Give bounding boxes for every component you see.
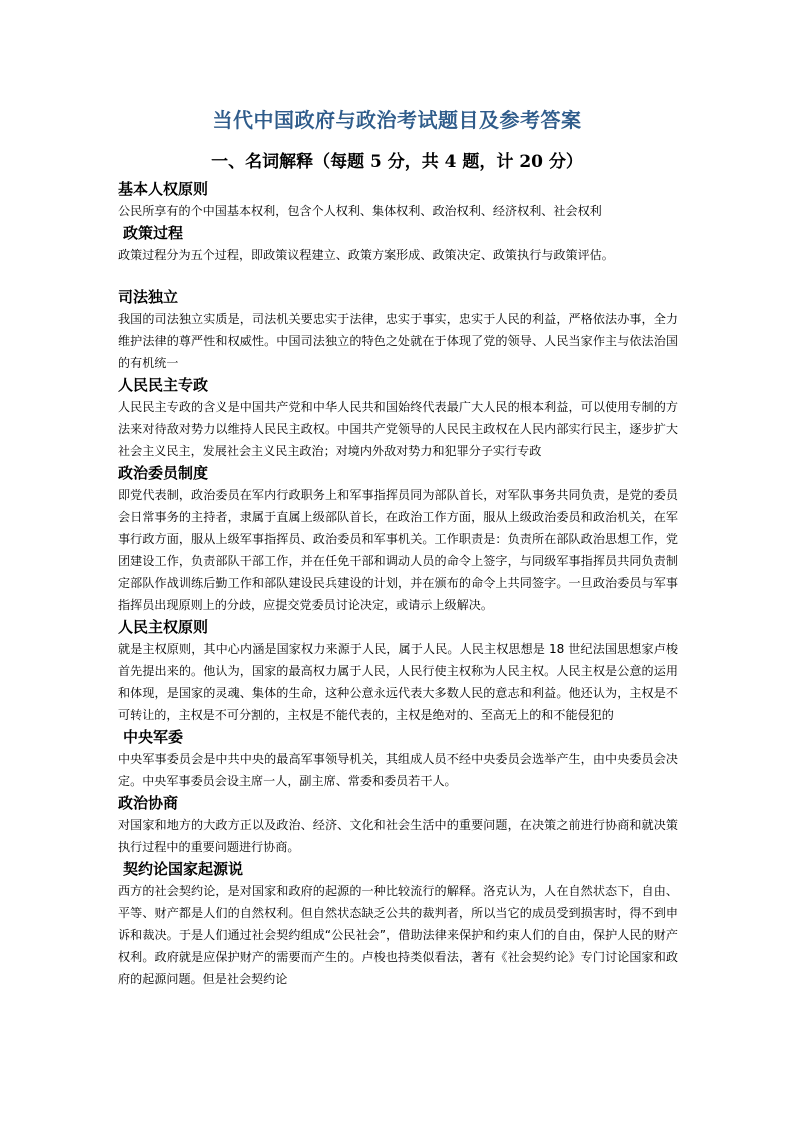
- term-definition: 即党代表制，政治委员在军内行政职务上和军事指挥员同为部队首长，对军队事务共同负责，是党的委员会日常事务的主持者，隶属于直属上级部队首长，在政治工作方面，服从上级政治委员和政治机关，在军事行政方面，服从上级军事指挥员、政治委员和军事机关。工作职责是：负责所在部队政治思想工作，党团建设工作，负责部队干部工作，并在任免干部和调动人员的命令上签字，与同级军事指挥员共同负责制定部队作战训练后勤工作和部队建设民兵建设的计划，并在颁布的命令上共同签字。一旦政治委员与军事指挥员出现原则上的分歧，应提交党委员讨论决定，或请示上级解决。: [118, 488, 678, 612]
- term-heading: 政治协商: [118, 794, 179, 812]
- term-heading: 司法独立: [118, 288, 179, 306]
- term-definition: 中央军事委员会是中共中央的最高军事领导机关，其组成人员不经中央委员会选举产生，由中央委员会决定。中央军事委员会设主席一人，副主席、常委和委员若干人。: [118, 752, 678, 788]
- term-heading: 人民主权原则: [118, 618, 209, 636]
- document-title: 当代中国政府与政治考试题目及参考答案: [212, 108, 582, 132]
- term-heading: 政治委员制度: [118, 464, 209, 482]
- section-heading: 一、名词解释（每题 5 分，共 4 题，计 20 分）: [211, 152, 583, 172]
- term-heading: 政策过程: [123, 224, 184, 242]
- term-heading: 中央军委: [123, 728, 184, 746]
- term-definition: 就是主权原则，其中心内涵是国家权力来源于人民，属于人民。人民主权思想是 18 世纪法国思想家卢梭首先提出来的。他认为，国家的最高权力属于人民，人民行使主权称为人民主权。人民主权是公意的运用和体现，是国家的灵魂、集体的生命，这种公意永远代表大多数人民的意志和利益。他还认为，主权是不可转让的，主权是不可分割的，主权是不能代表的，主权是绝对的、至高无上的和不能侵犯的: [118, 642, 678, 722]
- term-definition: 人民民主专政的含义是中国共产党和中华人民共和国始终代表最广大人民的根本利益，可以使用专制的方法来对待敌对势力以维持人民民主政权。中国共产党领导的人民民主政权在人民内部实行民主，逐步扩大社会主义民主，发展社会主义民主政治；对境内外敌对势力和犯罪分子实行专政: [118, 400, 678, 458]
- spacer: [118, 266, 678, 286]
- term-heading: 契约论国家起源说: [123, 860, 244, 878]
- term-definition: 政策过程分为五个过程，即政策议程建立、政策方案形成、政策决定、政策执行与政策评估。: [118, 248, 614, 262]
- term-list: [118, 178, 678, 990]
- term-definition: 西方的社会契约论，是对国家和政府的起源的一种比较流行的解释。洛克认为，人在自然状态下，自由、平等、财产都是人们的自然权利。但自然状态缺乏公共的裁判者，所以当它的成员受到损害时，得不到申诉和裁决。于是人们通过社会契约组成“公民社会”，借助法律来保护和约束人们的自由，保护人民的财产权利。政府就是应保护财产的需要而产生的。卢梭也持类似看法，著有《社会契约论》专门讨论国家和政府的起源问题。但是社会契约论: [118, 884, 678, 986]
- term-definition: 我国的司法独立实质是，司法机关要忠实于法律，忠实于事实，忠实于人民的利益，严格依法办事，全力维护法律的尊严性和权威性。中国司法独立的特色之处就在于体现了党的领导、人民当家作主与依法治国的有机统一: [118, 312, 678, 370]
- term-definition: 公民所享有的个中国基本权利，包含个人权利、集体权利、政治权利、经济权利、社会权利: [118, 204, 602, 218]
- term-heading: 人民民主专政: [118, 376, 209, 394]
- term-heading: 基本人权原则: [118, 180, 209, 198]
- term-definition: 对国家和地方的大政方正以及政治、经济、文化和社会生活中的重要问题，在决策之前进行协商和就决策执行过程中的重要问题进行协商。: [118, 818, 678, 854]
